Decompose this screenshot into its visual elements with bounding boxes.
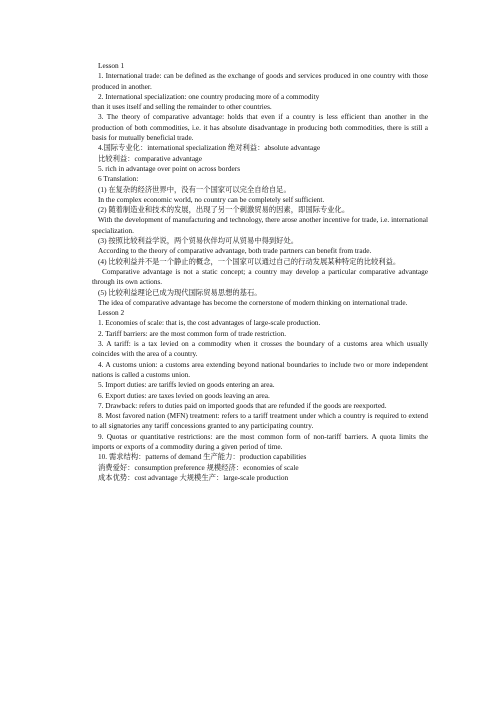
document-body [92, 61, 428, 483]
lesson-1-vocabulary: 4.国际专业化：international specialization 绝对利益：absolute advantage [98, 143, 321, 153]
translation-3-chinese: (3) 按照比较利益学说，两个贸易伙伴均可从贸易中得到好处。 [98, 236, 299, 246]
translation-5-english: The idea of comparative advantage has become the cornerstone of modern thinking on international trade. [98, 297, 408, 307]
lesson-2-quotas: 9. Quotas or quantitative restrictions: are the most common form of non-tariff barriers. A quota limits the imports or exports of a commodity during a given period of time. [92, 431, 428, 451]
translation-2-english: With the development of manufacturing and technology, there arose another incentive for trade, i.e. international specialization. [92, 215, 428, 235]
lesson-2-vocabulary-cont-2: 成本优势：cost advantage 大规模生产：large-scale production [98, 472, 289, 482]
lesson-2-drawback: 7. Drawback: refers to duties paid on imported goods that are refunded if the goods are reexported. [98, 400, 387, 410]
translation-2-chinese: (2) 随着制造业和技术的发展，出现了另一个刺激贸易的因素，即国际专业化。 [98, 205, 350, 215]
lesson-2-customs-union: 4. A customs union: a customs area extending beyond national boundaries to include two or more independent nations is called a customs union. [92, 359, 428, 379]
lesson-1-phrases: 5. rich in advantage over point on across borders [98, 163, 241, 173]
lesson-1-definition-comparative-advantage: 3. The theory of comparative advantage: holds that even if a country is less efficient than another in the production of both commodities, i.e. it has absolute disadvantage in producing both commodities, there is still a basis for mutually beneficial trade. [92, 112, 428, 143]
lesson-1-title: Lesson 1 [98, 61, 125, 70]
lesson-2-tariff: 3. A tariff: is a tax levied on a commodity when it crosses the boundary of a customs area which usually coincides with the area of a country. [92, 339, 428, 359]
translation-4-english: Comparative advantage is not a static concept; a country may develop a particular comparative advantage through its own actions. [92, 266, 428, 287]
lesson-1-definition-international-trade: 1. International trade: can be defined as the exchange of goods and services produced in one country with those produced in another. [92, 71, 428, 91]
lesson-2-tariff-barriers: 2. Tariff barriers: are the most common form of trade restriction. [98, 328, 287, 338]
lesson-1-definition-specialization-cont: than it uses itself and selling the remainder to other countries. [92, 102, 272, 112]
lesson-1-translation-heading: 6 Translation: [98, 174, 139, 184]
lesson-1-definition-specialization: 2. International specialization: one country producing more of a commodity [98, 91, 320, 101]
translation-1-english: In the complex economic world, no country can be completely self sufficient. [98, 194, 325, 204]
translation-4-chinese: (4) 比较利益并不是一个静止的概念，一个国家可以通过自己的行动发展某种特定的比较利益。 [98, 256, 401, 266]
lesson-1-vocabulary-cont: 比较利益：comparative advantage [98, 153, 202, 163]
translation-5-chinese: (5) 比较利益理论已成为现代国际贸易思想的基石。 [98, 287, 262, 297]
lesson-2-title: Lesson 2 [98, 308, 125, 318]
lesson-2-mfn-treatment: 8. Most favored nation (MFN) treatment: refers to a tariff treatment under which a country is required to extend to all signatories any tariff concessions granted to any participating country. [92, 411, 428, 431]
lesson-2-export-duties: 6. Export duties: are taxes levied on goods leaving an area. [98, 390, 270, 400]
translation-3-english: According to the theory of comparative advantage, both trade partners can benefit from trade. [98, 246, 372, 256]
lesson-2-economies-of-scale: 1. Economies of scale: that is, the cost advantages of large-scale production. [98, 318, 321, 328]
lesson-2-import-duties: 5. Import duties: are tariffs levied on goods entering an area. [98, 380, 275, 390]
lesson-2-vocabulary-cont: 消费爱好：consumption preference 规模经济：economies of scale [98, 462, 299, 472]
translation-1-chinese: (1) 在复杂的经济世界中，没有一个国家可以完全自给自足。 [98, 184, 291, 194]
lesson-2-vocabulary: 10. 需求结构：patterns of demand 生产能力：production capabilities [98, 452, 307, 462]
